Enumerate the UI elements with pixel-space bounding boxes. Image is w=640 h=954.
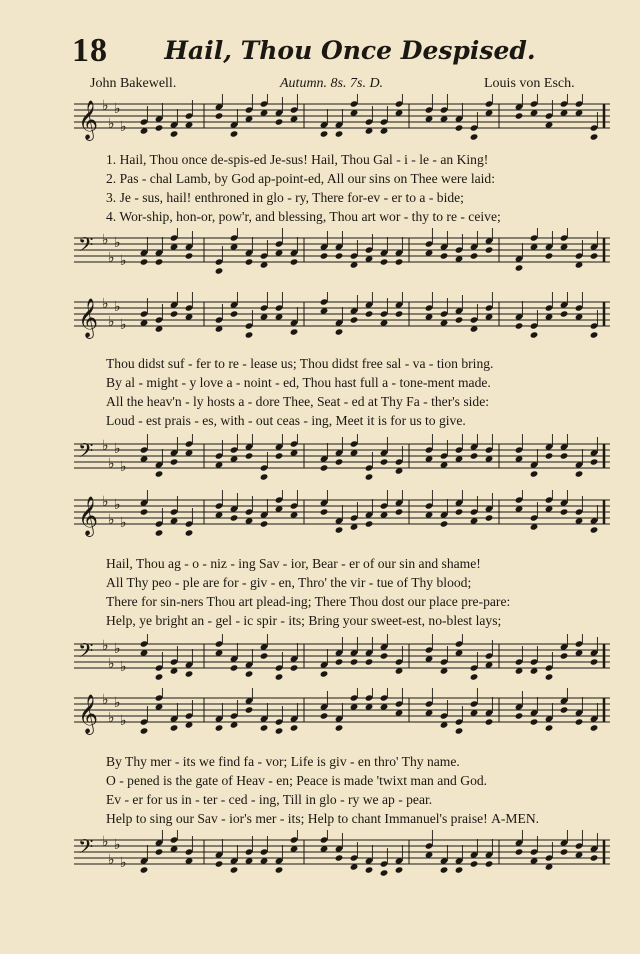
flat-icon: ♭ <box>102 98 109 114</box>
lyrics-block-3 <box>106 554 606 630</box>
notehead <box>365 520 374 527</box>
notehead <box>395 258 404 265</box>
treble-clef-icon: 𝄞 <box>78 100 99 140</box>
notehead <box>560 848 569 855</box>
notehead <box>260 652 269 659</box>
notehead <box>365 658 374 665</box>
notehead <box>470 452 479 459</box>
lyric-verse-4-text: Help to sing our Sav - ior's mer - its; Help to chant Immanuel's praise! <box>106 811 488 826</box>
bass-clef-icon: 𝄢 <box>78 639 94 667</box>
notehead <box>320 670 329 677</box>
lyric-verse-3: There for sin-ners Thou art plead-ing; There Thou dost our place pre-pare: <box>106 594 511 609</box>
bass-clef-icon: 𝄢 <box>78 835 94 863</box>
notehead <box>245 331 254 338</box>
notehead <box>275 727 284 734</box>
lyric-verse-3: 3. Je - sus, hail! enthroned in glo - ry, There for-ev - er to a - bide; <box>106 190 464 205</box>
notehead <box>545 452 554 459</box>
flat-icon: ♭ <box>108 710 115 726</box>
flat-icon: ♭ <box>102 438 109 454</box>
flat-icon: ♭ <box>108 852 115 868</box>
notehead <box>395 866 404 873</box>
notehead <box>155 848 164 855</box>
notehead <box>275 866 284 873</box>
lyric-verse-1: 1. Hail, Thou once de-spis-ed Je-sus! Hail, Thou Gal - i - le - an King! <box>106 152 489 167</box>
notehead <box>320 464 329 471</box>
treble-clef-icon: 𝄞 <box>78 694 99 734</box>
notehead <box>515 264 524 271</box>
flat-icon: ♭ <box>114 641 121 657</box>
bass-staff-1 <box>74 228 610 276</box>
lyrics-block-4 <box>106 752 606 828</box>
notehead <box>590 526 599 533</box>
notehead <box>320 252 329 259</box>
notehead <box>590 458 599 465</box>
notehead <box>230 866 239 873</box>
flat-icon: ♭ <box>120 317 127 333</box>
flat-icon: ♭ <box>114 695 121 711</box>
notehead <box>215 724 224 731</box>
notehead <box>230 514 239 521</box>
notehead <box>590 724 599 731</box>
lyric-verse-4 <box>106 809 606 828</box>
notehead <box>470 860 479 867</box>
flat-icon: ♭ <box>114 235 121 251</box>
notehead <box>335 526 344 533</box>
notehead <box>155 470 164 477</box>
notehead <box>245 670 254 677</box>
notehead <box>470 133 479 140</box>
notehead <box>335 458 344 465</box>
notehead <box>290 724 299 731</box>
notehead <box>320 508 329 515</box>
notehead <box>215 267 224 274</box>
notehead <box>140 727 149 734</box>
notehead <box>365 866 374 873</box>
notehead <box>590 658 599 665</box>
notehead <box>260 724 269 731</box>
notehead <box>335 724 344 731</box>
notehead <box>170 130 179 137</box>
flat-icon: ♭ <box>102 494 109 510</box>
notehead <box>395 508 404 515</box>
notehead <box>575 718 584 725</box>
treble-staff-4 <box>74 688 610 736</box>
notehead <box>290 258 299 265</box>
notehead <box>440 866 449 873</box>
notehead <box>155 529 164 536</box>
notehead <box>140 258 149 265</box>
lyric-verse-3: All the heav'n - ly hosts a - dore Thee, Seat - ed at Thy Fa - ther's side: <box>106 394 490 409</box>
notehead <box>560 706 569 713</box>
treble-staff-3 <box>74 490 610 538</box>
notehead <box>455 727 464 734</box>
flat-icon: ♭ <box>108 116 115 132</box>
notehead <box>530 470 539 477</box>
treble-clef-icon: 𝄞 <box>78 496 99 536</box>
notehead <box>260 520 269 527</box>
notehead <box>545 252 554 259</box>
flat-icon: ♭ <box>114 299 121 315</box>
treble-clef-icon: 𝄞 <box>78 298 99 338</box>
lyric-verse-4: 4. Wor-ship, hon-or, pow'r, and blessing, Thou art wor - thy to re - ceive; <box>106 209 501 224</box>
notehead <box>380 652 389 659</box>
flat-icon: ♭ <box>102 296 109 312</box>
notehead <box>560 652 569 659</box>
notehead <box>515 112 524 119</box>
flat-icon: ♭ <box>108 250 115 266</box>
flat-icon: ♭ <box>108 512 115 528</box>
flat-icon: ♭ <box>120 253 127 269</box>
notehead <box>230 664 239 671</box>
notehead <box>470 673 479 680</box>
notehead <box>560 452 569 459</box>
flat-icon: ♭ <box>120 459 127 475</box>
notehead <box>170 724 179 731</box>
lyric-verse-4: Loud - est prais - es, with - out ceas - ing, Meet it is for us to give. <box>106 413 466 428</box>
flat-icon: ♭ <box>108 456 115 472</box>
hymn-number: 18 <box>72 32 108 69</box>
lyric-verse-3: Ev - er for us in - ter - ced - ing, Till in glo - ry we ap - pear. <box>106 792 433 807</box>
notehead <box>140 508 149 515</box>
notehead <box>155 124 164 131</box>
treble-staff-2 <box>74 292 610 340</box>
notehead <box>185 529 194 536</box>
flat-icon: ♭ <box>102 638 109 654</box>
notehead <box>440 252 449 259</box>
notehead <box>320 712 329 719</box>
notehead <box>170 458 179 465</box>
lyric-verse-2: By al - might - y love a - noint - ed, Thou hast full a - tone-ment made. <box>106 375 491 390</box>
notehead <box>230 130 239 137</box>
notehead <box>380 258 389 265</box>
notehead <box>455 124 464 131</box>
notehead <box>335 854 344 861</box>
notehead <box>455 316 464 323</box>
lyric-verse-1: Thou didst suf - fer to re - lease us; Thou didst free sal - va - tion bring. <box>106 356 494 371</box>
bass-staff-2 <box>74 434 610 482</box>
lyric-verse-4: Help, ye bright an - gel - ic spir - its; Bring your sweet-est, no-blest lays; <box>106 613 502 628</box>
notehead <box>560 310 569 317</box>
notehead <box>320 130 329 137</box>
notehead <box>245 706 254 713</box>
flat-icon: ♭ <box>102 834 109 850</box>
notehead <box>335 328 344 335</box>
notehead <box>335 658 344 665</box>
notehead <box>290 664 299 671</box>
flat-icon: ♭ <box>114 441 121 457</box>
notehead <box>530 331 539 338</box>
notehead <box>335 252 344 259</box>
notehead <box>515 848 524 855</box>
treble-staff-1 <box>74 94 610 142</box>
notehead <box>470 252 479 259</box>
notehead <box>365 310 374 317</box>
notehead <box>590 252 599 259</box>
notehead <box>485 514 494 521</box>
flat-icon: ♭ <box>120 855 127 871</box>
notehead <box>155 673 164 680</box>
notehead <box>515 712 524 719</box>
notehead <box>395 310 404 317</box>
notehead <box>530 718 539 725</box>
tune-meter: Autumn. 8s. 7s. D. <box>280 76 384 91</box>
lyric-verse-1: Hail, Thou ag - o - niz - ing Sav - ior, Bear - er of our sin and shame! <box>106 556 481 571</box>
notehead <box>590 133 599 140</box>
notehead <box>485 718 494 725</box>
flat-icon: ♭ <box>114 837 121 853</box>
notehead <box>215 112 224 119</box>
notehead <box>485 860 494 867</box>
bass-staff-4 <box>74 830 610 878</box>
lyric-verse-2: All Thy peo - ple are for - giv - en, Thro' the vir - tue of Thy blood; <box>106 575 472 590</box>
flat-icon: ♭ <box>120 119 127 135</box>
bass-clef-icon: 𝄢 <box>78 233 94 261</box>
lyrics-block-2 <box>106 354 606 430</box>
lyric-verse-1: By Thy mer - its we find fa - vor; Life is giv - en thro' Thy name. <box>106 754 460 769</box>
flat-icon: ♭ <box>114 101 121 117</box>
flat-icon: ♭ <box>102 692 109 708</box>
notehead <box>275 673 284 680</box>
bass-staff-3 <box>74 634 610 682</box>
notehead <box>590 331 599 338</box>
flat-icon: ♭ <box>120 515 127 531</box>
notehead <box>275 118 284 125</box>
notehead <box>260 473 269 480</box>
notehead <box>290 328 299 335</box>
flat-icon: ♭ <box>120 659 127 675</box>
notehead <box>185 670 194 677</box>
lyric-verse-2: 2. Pas - chal Lamb, by God ap-point-ed, All our sins on Thee were laid: <box>106 171 495 186</box>
lyrics-block-1 <box>106 150 606 226</box>
composer-credit: Louis von Esch. <box>484 76 575 91</box>
notehead <box>215 860 224 867</box>
notehead <box>275 452 284 459</box>
notehead <box>455 508 464 515</box>
notehead <box>545 724 554 731</box>
notehead <box>245 452 254 459</box>
notehead <box>590 854 599 861</box>
notehead <box>350 658 359 665</box>
notehead <box>545 673 554 680</box>
notehead <box>380 458 389 465</box>
notehead <box>185 252 194 259</box>
flat-icon: ♭ <box>114 497 121 513</box>
flat-icon: ♭ <box>108 656 115 672</box>
notehead <box>155 258 164 265</box>
notehead <box>350 316 359 323</box>
notehead <box>230 310 239 317</box>
notehead <box>560 508 569 515</box>
lyric-verse-2: O - pened is the gate of Heav - en; Peace is made 'twixt man and God. <box>106 773 488 788</box>
notehead <box>365 473 374 480</box>
notehead <box>170 310 179 317</box>
notehead <box>335 130 344 137</box>
flat-icon: ♭ <box>120 713 127 729</box>
flat-icon: ♭ <box>108 314 115 330</box>
notehead <box>485 246 494 253</box>
notehead <box>575 470 584 477</box>
notehead <box>515 322 524 329</box>
flat-icon: ♭ <box>102 232 109 248</box>
notehead <box>380 869 389 876</box>
notehead <box>140 866 149 873</box>
notehead <box>245 258 254 265</box>
bass-clef-icon: 𝄢 <box>78 439 94 467</box>
author-credit: John Bakewell. <box>90 76 177 91</box>
hymn-title: Hail, Thou Once Despised. <box>164 36 536 65</box>
notehead <box>440 520 449 527</box>
notehead <box>455 866 464 873</box>
amen-text: A-MEN. <box>491 811 540 826</box>
